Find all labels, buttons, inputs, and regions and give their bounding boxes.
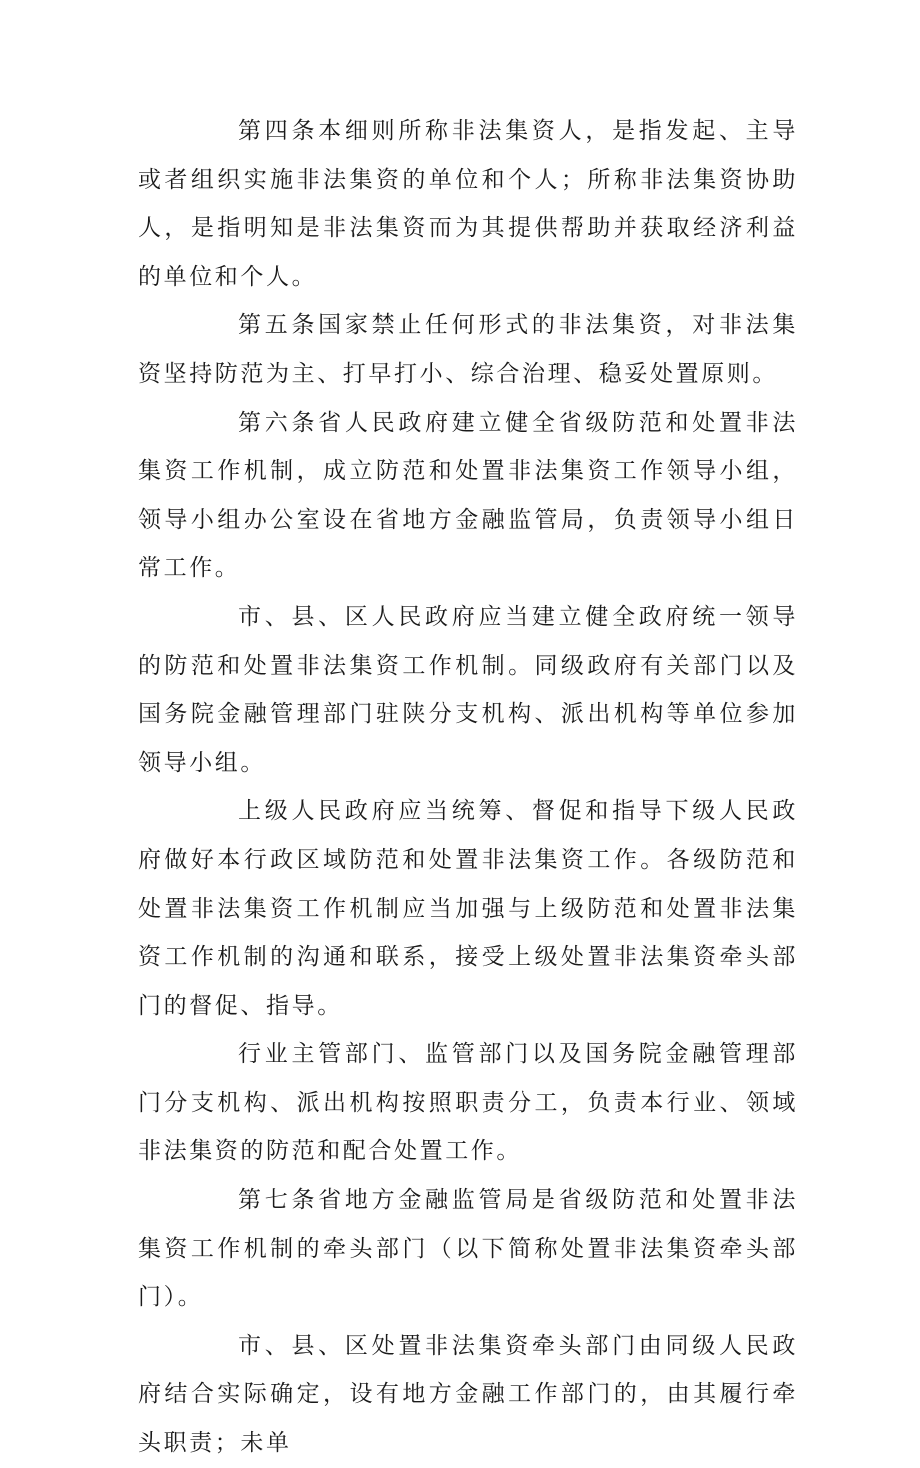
paragraph-superior-government: 上级人民政府应当统筹、督促和指导下级人民政府做好本行政区域防范和处置非法集资工作。各级防范和处置非法集资工作机制应当加强与上级防范和处置非法集资工作机制的沟通和联系，接受上级处置非法集资牵头部门的督促、指导。	[138, 798, 798, 1019]
paragraph-article-6: 第六条省人民政府建立健全省级防范和处置非法集资工作机制，成立防范和处置非法集资工作领导小组，领导小组办公室设在省地方金融监管局，负责领导小组日常工作。	[138, 409, 798, 582]
paragraph-article-7: 第七条省地方金融监管局是省级防范和处置非法集资工作机制的牵头部门（以下简称处置非法集资牵头部门）。	[138, 1187, 798, 1311]
paragraph-industry-regulators: 行业主管部门、监管部门以及国务院金融管理部门分支机构、派出机构按照职责分工，负责本行业、领域非法集资的防范和配合处置工作。	[138, 1041, 798, 1165]
paragraph-article-4: 第四条本细则所称非法集资人，是指发起、主导或者组织实施非法集资的单位和个人；所称非法集资协助人，是指明知是非法集资而为其提供帮助并获取经济利益的单位和个人。	[138, 118, 798, 290]
document-body	[138, 107, 798, 1468]
paragraph-lead-department: 市、县、区处置非法集资牵头部门由同级人民政府结合实际确定，设有地方金融工作部门的，由其履行牵头职责；未单	[138, 1332, 798, 1457]
paragraph-article-5: 第五条国家禁止任何形式的非法集资，对非法集资坚持防范为主、打早打小、综合治理、稳妥处置原则。	[138, 312, 798, 387]
paragraph-city-county-mechanism: 市、县、区人民政府应当建立健全政府统一领导的防范和处置非法集资工作机制。同级政府有关部门以及国务院金融管理部门驻陕分支机构、派出机构等单位参加领导小组。	[138, 603, 798, 776]
